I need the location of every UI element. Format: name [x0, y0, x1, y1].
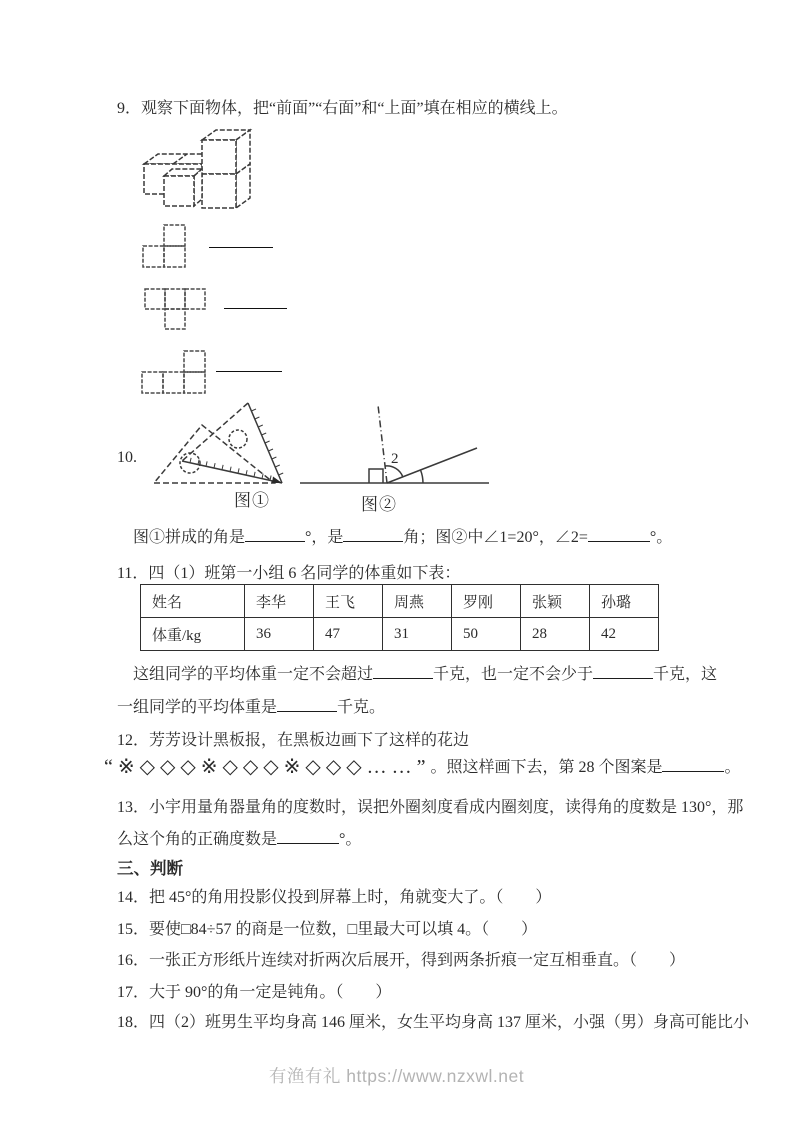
- figure-1-caption: 图①: [234, 491, 270, 510]
- cube-assembly-figure: [138, 124, 270, 214]
- q10-part-1: 图①拼成的角是: [133, 529, 246, 546]
- answer-line-3: [216, 371, 282, 372]
- table-header-row: [141, 585, 659, 618]
- blank-line: [593, 664, 653, 679]
- q11-part-2: 千克，也一定不会少于: [433, 666, 594, 683]
- q11-part-5: 千克。: [337, 699, 386, 716]
- table-cell: 42: [590, 618, 659, 651]
- blank-line: [245, 527, 305, 542]
- table-cell: 31: [383, 618, 452, 651]
- blank-line: [373, 664, 433, 679]
- blank-line: [277, 829, 339, 844]
- question-18-text: 18．四（2）班男生平均身高 146 厘米，女生平均身高 137 厘米，小强（男）身高可能比小: [117, 1014, 750, 1031]
- q12-part-1: 。照这样画下去，第 28 个图案是: [430, 759, 663, 776]
- q13-part-1: 么这个角的正确度数是: [117, 831, 278, 848]
- section-3-title: 三、判断: [117, 859, 183, 878]
- blank-line: [662, 757, 724, 772]
- question-13-line-1: 13．小宇用量角器量角的度数时，误把外圈刻度看成内圈刻度，读得角的度数是 130°，那: [117, 799, 744, 816]
- table-cell: 36: [245, 618, 314, 651]
- table-header-cell: 张颖: [521, 585, 590, 618]
- set-squares-figure: [146, 399, 298, 489]
- table-cell: 47: [314, 618, 383, 651]
- question-10-number: 10.: [117, 449, 137, 466]
- q10-part-2: °，是: [305, 529, 344, 546]
- blank-line: [277, 697, 337, 712]
- question-11-line-1: [117, 661, 717, 684]
- table-header-cell: 姓名: [141, 585, 245, 618]
- table-cell: 28: [521, 618, 590, 651]
- question-10-answer-line: [117, 524, 672, 547]
- weight-table: [140, 584, 659, 651]
- question-12-pattern-line: [104, 753, 741, 778]
- view-shape-2: [144, 288, 208, 332]
- question-9-text: 9．观察下面物体，把“前面”“右面”和“上面”填在相应的横线上。: [117, 100, 568, 117]
- angle-2-label: 2: [391, 451, 399, 467]
- table-row: [141, 618, 659, 651]
- view-shape-3: [141, 350, 207, 395]
- question-15-text: 15．要使□84÷57 的商是一位数，□里最大可以填 4。（ ）: [117, 921, 538, 938]
- pattern-symbols: “※◇◇◇※◇◇◇※◇◇◇……”: [104, 756, 431, 778]
- table-cell: 50: [452, 618, 521, 651]
- question-17-text: 17．大于 90°的角一定是钝角。（ ）: [117, 984, 392, 1001]
- q10-part-3: 角；图②中∠1=20°，∠2=: [403, 529, 588, 546]
- q11-part-3: 千克，这: [653, 666, 718, 683]
- question-13-line-2: [117, 826, 361, 849]
- blank-line: [343, 527, 403, 542]
- watermark-footer: 有渔有礼 https://www.nzxwl.net: [268, 1066, 525, 1086]
- table-header-cell: 李华: [245, 585, 314, 618]
- blank-line: [588, 527, 650, 542]
- question-11-text: 11．四（1）班第一小组 6 名同学的体重如下表：: [117, 565, 461, 582]
- answer-line-1: [209, 247, 273, 248]
- table-header-cell: 周燕: [383, 585, 452, 618]
- figure-2-caption: 图②: [361, 495, 397, 514]
- question-14-text: 14．把 45°的角用投影仪投到屏幕上时，角就变大了。（ ）: [117, 889, 552, 906]
- q13-part-2: °。: [339, 831, 362, 848]
- question-11-line-2: [117, 694, 385, 717]
- table-header-cell: 孙璐: [590, 585, 659, 618]
- table-header-cell: 王飞: [314, 585, 383, 618]
- table-cell: 体重/kg: [141, 618, 245, 651]
- table-header-cell: 罗刚: [452, 585, 521, 618]
- q11-part-1: 这组同学的平均体重一定不会超过: [133, 666, 374, 683]
- question-16-text: 16．一张正方形纸片连续对折两次后展开，得到两条折痕一定互相垂直。（ ）: [117, 952, 686, 969]
- answer-line-2: [224, 308, 287, 309]
- question-12-text: 12．芳芳设计黑板报，在黑板边画下了这样的花边: [117, 732, 470, 749]
- angles-figure: [297, 399, 492, 491]
- q11-part-4: 一组同学的平均体重是: [117, 699, 278, 716]
- q10-part-4: °。: [649, 529, 673, 546]
- view-shape-1: [141, 224, 207, 270]
- q12-part-2: 。: [724, 759, 741, 776]
